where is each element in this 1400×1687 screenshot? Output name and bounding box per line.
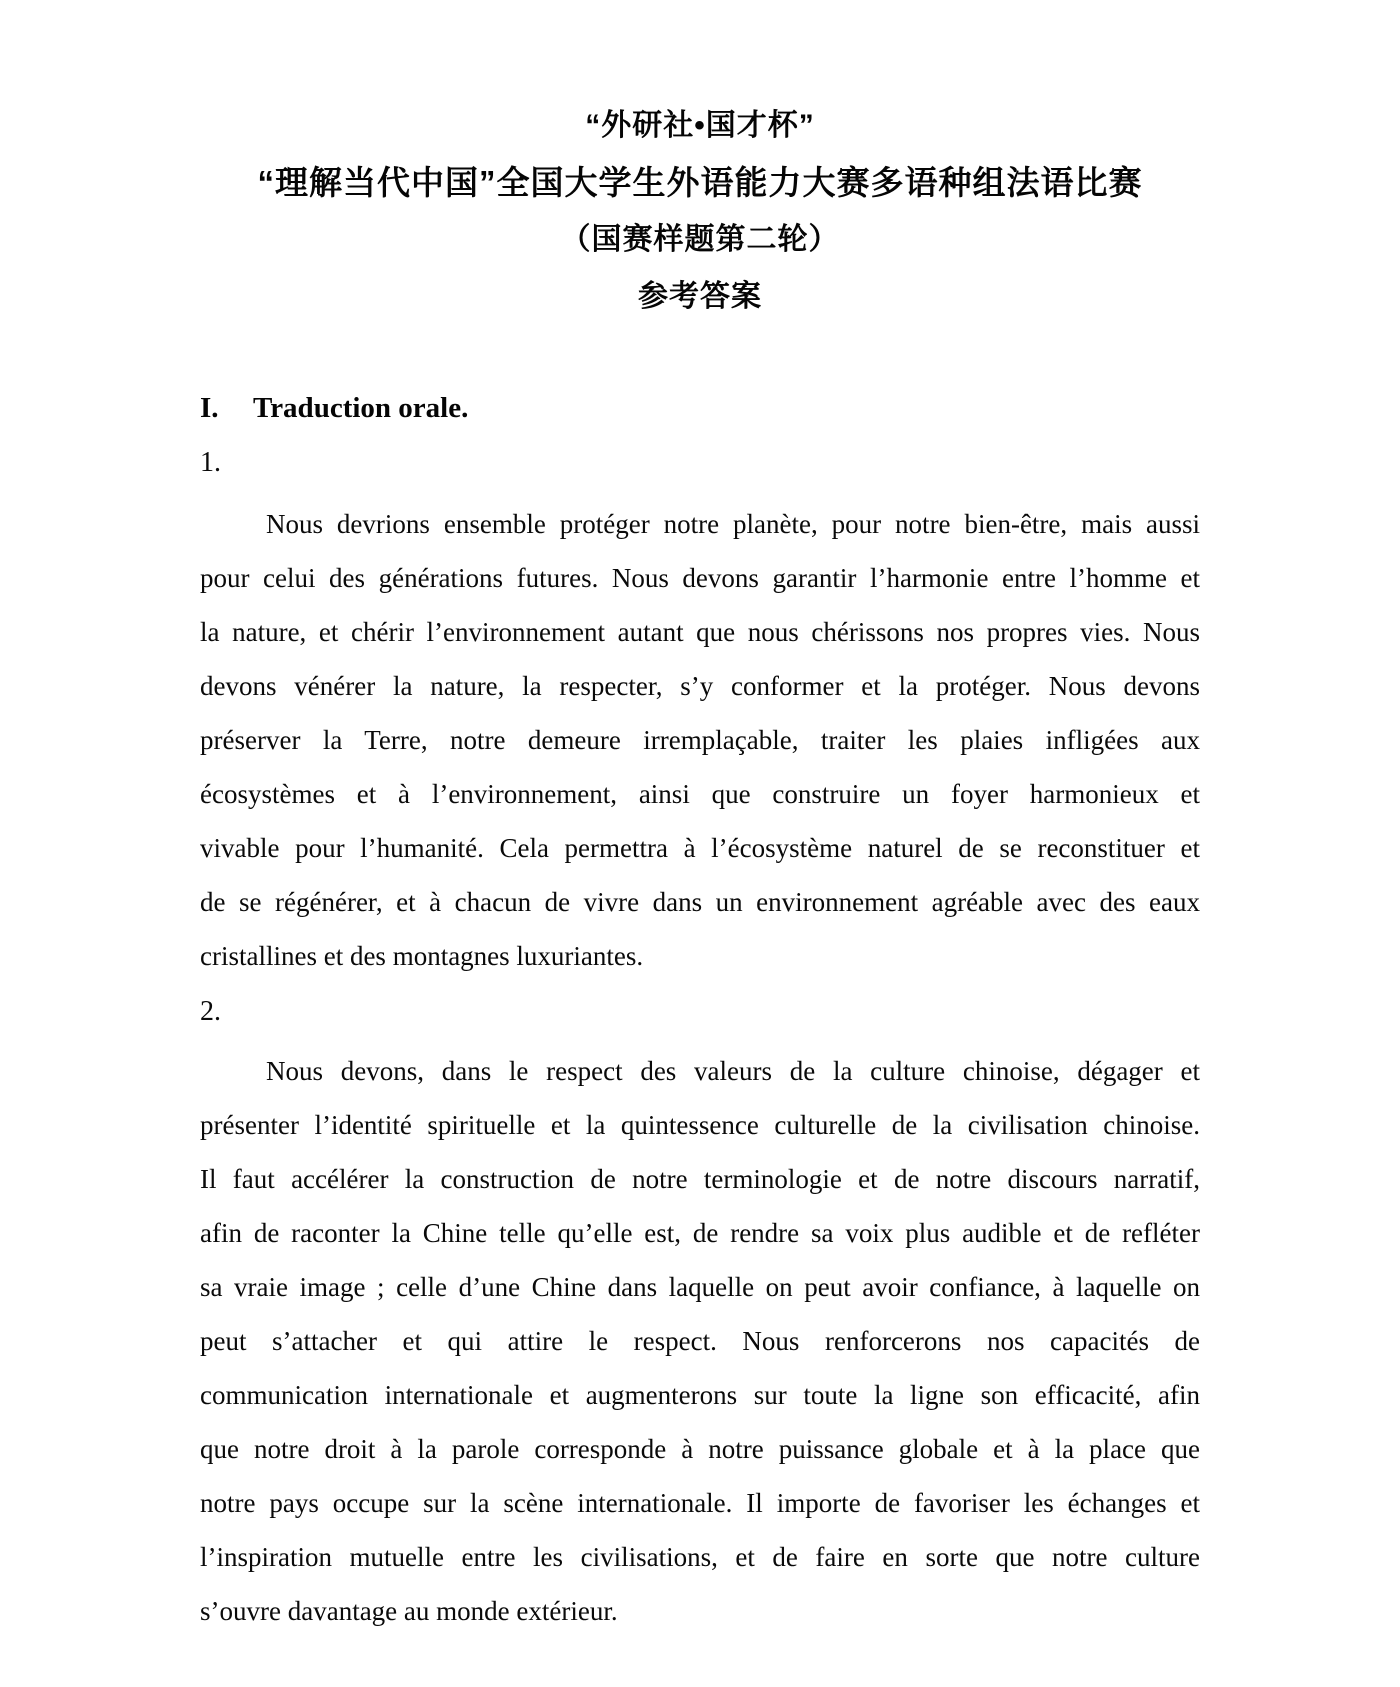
paragraph-line: peut s’attacher et qui attire le respect. Nous renforcerons nos capacités de xyxy=(200,1326,1200,1356)
section-number: I. xyxy=(200,392,219,424)
paragraph-line: de se régénérer, et à chacun de vivre dans un environnement agréable avec des eaux xyxy=(200,887,1200,917)
document-title-line-3: （国赛样题第二轮） xyxy=(560,223,840,256)
paragraph-line: présenter l’identité spirituelle et la quintessence culturelle de la civilisation chinoise. xyxy=(200,1110,1200,1140)
section-heading xyxy=(200,391,1200,425)
paragraph-line: que notre droit à la parole corresponde à notre puissance globale et à la place que xyxy=(200,1434,1200,1464)
item-number-1: 1. xyxy=(200,447,221,478)
answer-paragraph-2 xyxy=(200,1044,1200,1638)
paragraph-line: notre pays occupe sur la scène internationale. Il importe de favoriser les échanges et xyxy=(200,1488,1200,1518)
paragraph-line: pour celui des générations futures. Nous devons garantir l’harmonie entre l’homme et xyxy=(200,563,1200,593)
document-title-line-4: 参考答案 xyxy=(638,280,762,313)
paragraph-line: vivable pour l’humanité. Cela permettra à l’écosystème naturel de se reconstituer et xyxy=(200,833,1200,863)
paragraph-line: l’inspiration mutuelle entre les civilisations, et de faire en sorte que notre culture xyxy=(200,1542,1200,1572)
paragraph-line: cristallines et des montagnes luxuriantes. xyxy=(200,941,644,971)
paragraph-line: écosystèmes et à l’environnement, ainsi que construire un foyer harmonieux et xyxy=(200,779,1200,809)
paragraph-line: Il faut accélérer la construction de notre terminologie et de notre discours narratif, xyxy=(200,1164,1200,1194)
paragraph-line: la nature, et chérir l’environnement autant que nous chérissons nos propres vies. Nous xyxy=(200,617,1200,647)
answer-item-2 xyxy=(200,985,1200,1638)
paragraph-line: préserver la Terre, notre demeure irremplaçable, traiter les plaies infligées aux xyxy=(200,725,1200,755)
paragraph-line: s’ouvre davantage au monde extérieur. xyxy=(200,1596,618,1626)
section-title: Traduction orale. xyxy=(253,392,469,424)
item-number-2: 2. xyxy=(200,996,221,1027)
paragraph-line: communication internationale et augmenterons sur toute la ligne son efficacité, afin xyxy=(200,1380,1200,1410)
paragraph-line: Nous devons, dans le respect des valeurs de la culture chinoise, dégager et xyxy=(266,1056,1200,1086)
paragraph-line: devons vénérer la nature, la respecter, s’y conformer et la protéger. Nous devons xyxy=(200,671,1200,701)
document-body xyxy=(200,391,1200,1638)
document-title-line-1: “外研社•国才杯” xyxy=(585,109,815,142)
paragraph-line: sa vraie image ; celle d’une Chine dans laquelle on peut avoir confiance, à laquelle on xyxy=(200,1272,1200,1302)
document-title-line-2: “理解当代中国”全国大学生外语能力大赛多语种组法语比赛 xyxy=(257,164,1143,201)
paragraph-line: afin de raconter la Chine telle qu’elle est, de rendre sa voix plus audible et de refléter xyxy=(200,1218,1200,1248)
paragraph-line: Nous devrions ensemble protéger notre planète, pour notre bien-être, mais aussi xyxy=(266,509,1200,539)
document-title-block xyxy=(0,0,1400,325)
answer-item-1 xyxy=(200,436,1200,983)
answer-paragraph-1 xyxy=(200,497,1200,983)
